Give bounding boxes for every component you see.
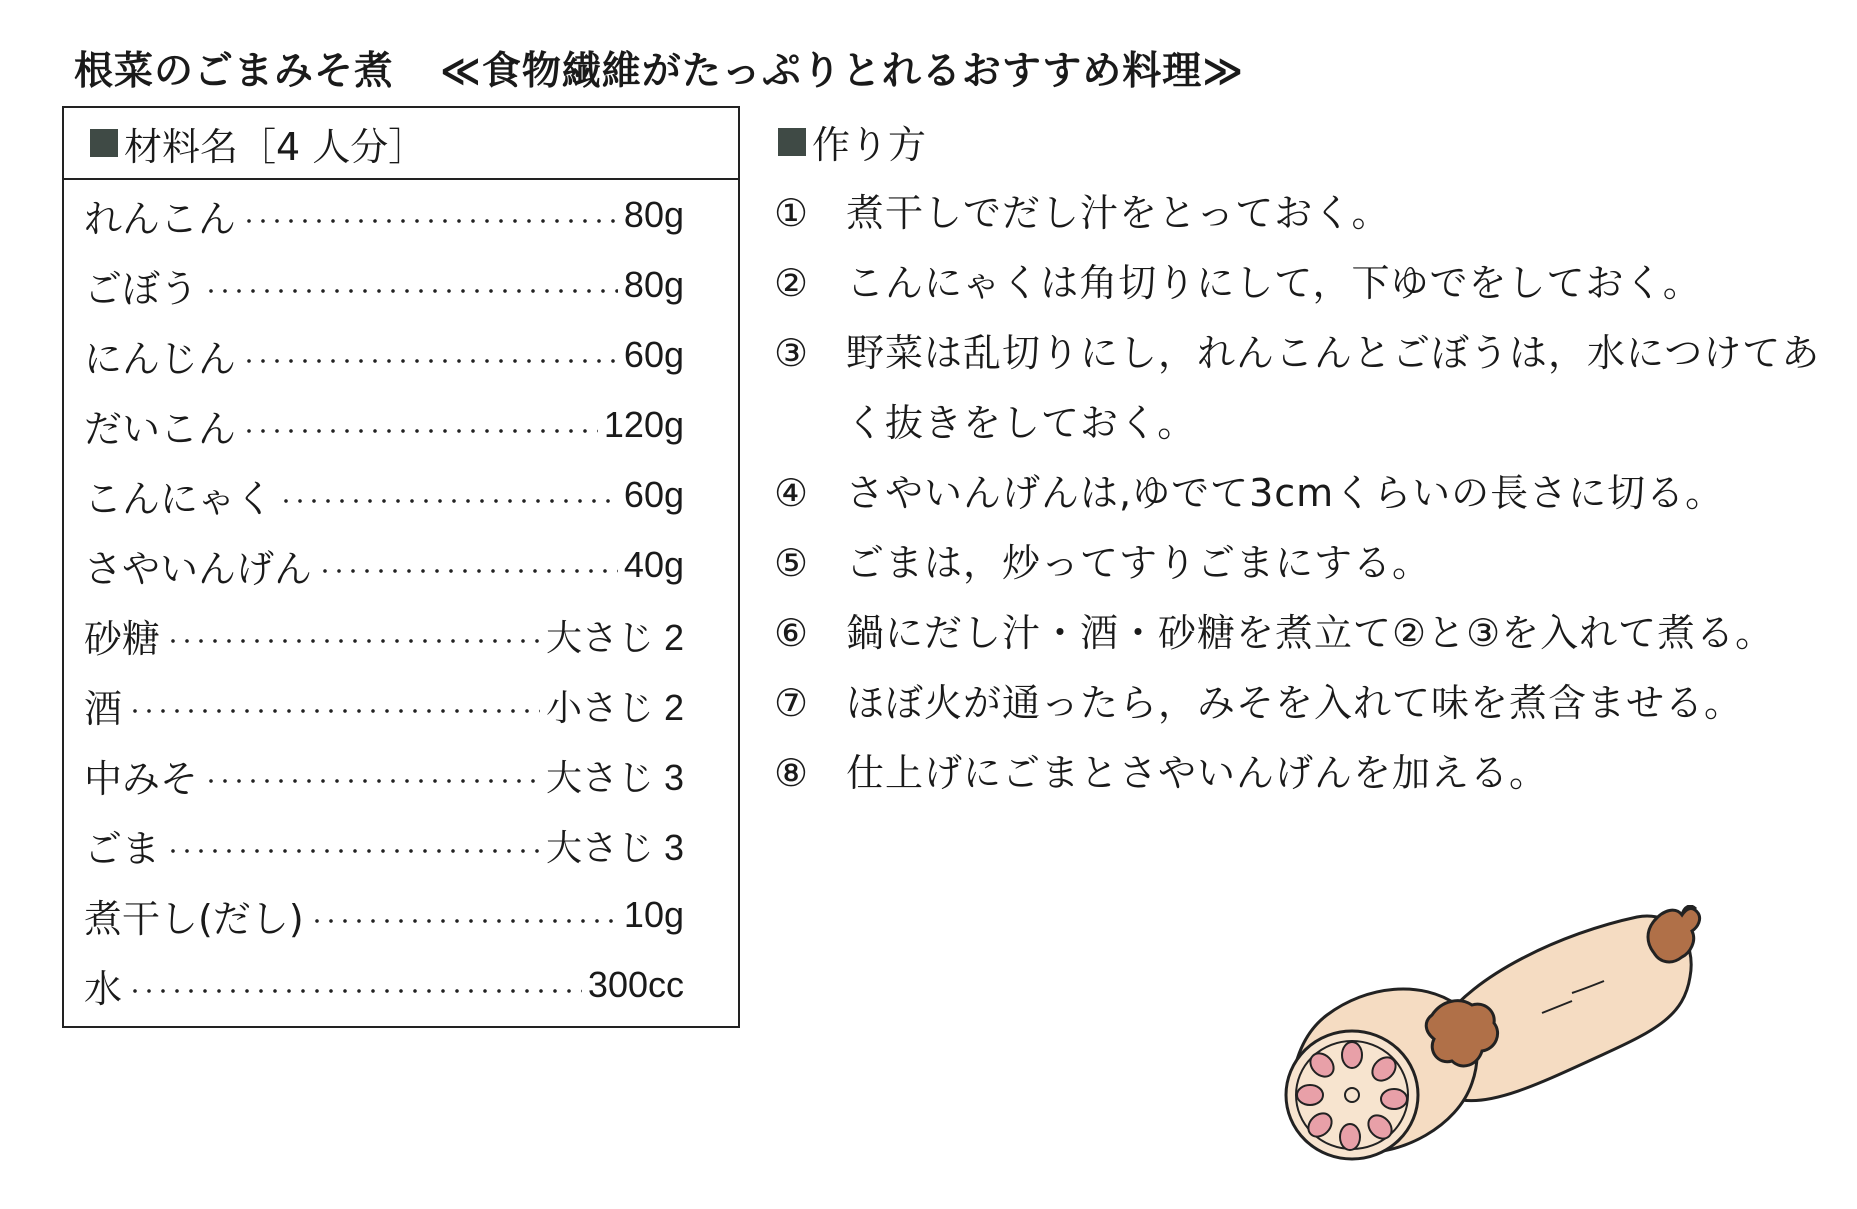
ingredient-row — [84, 390, 684, 460]
ingredient-amount: 大さじ 2 — [545, 616, 684, 658]
dot-leader — [128, 989, 582, 993]
dot-leader — [318, 569, 618, 573]
ingredient-row — [84, 740, 684, 810]
dot-leader — [242, 429, 598, 433]
ingredient-name: 中みそ — [84, 756, 199, 801]
step-text: ほぼ火が通ったら，みそを入れて味を煮含ませる。 — [846, 681, 1744, 725]
ingredient-amount: 300cc — [587, 964, 684, 1005]
ingredient-amount: 10g — [623, 894, 684, 935]
recipe-title-main: 根菜のごまみそ煮 — [74, 49, 395, 94]
square-bullet-icon — [90, 129, 118, 157]
ingredient-amount: 80g — [623, 194, 684, 235]
ingredient-name: 水 — [84, 966, 123, 1011]
step-text: 仕上げにごまとさやいんげんを加える。 — [846, 751, 1549, 795]
recipe-title-subtitle: ≪食物繊維がたっぷりとれるおすすめ料理≫ — [440, 49, 1245, 94]
step-text: ごまは，炒ってすりごまにする。 — [846, 541, 1432, 585]
method-header — [778, 114, 926, 169]
ingredient-row — [84, 460, 684, 530]
ingredient-amount: 40g — [623, 544, 684, 585]
ingredient-row — [84, 880, 684, 950]
ingredient-row — [84, 600, 684, 670]
ingredient-row — [84, 320, 684, 390]
method-step — [774, 248, 1834, 318]
ingredient-row — [84, 530, 684, 600]
ingredient-name: こんにゃく — [84, 476, 274, 521]
ingredient-name: 砂糖 — [84, 616, 161, 661]
square-bullet-icon — [778, 128, 806, 156]
ingredient-amount: 60g — [623, 474, 684, 515]
lotus-root-illustration — [1272, 905, 1742, 1175]
ingredients-box — [62, 106, 740, 1028]
ingredient-name: 煮干し(だし) — [84, 896, 304, 941]
method-steps — [774, 178, 1834, 808]
dot-leader — [166, 639, 540, 643]
ingredient-row — [84, 180, 684, 250]
method-step — [774, 598, 1834, 668]
step-text: 煮干しでだし汁をとっておく。 — [846, 191, 1391, 235]
ingredient-name: ごぼう — [84, 266, 199, 311]
step-number: ② — [774, 261, 810, 305]
step-number: ⑤ — [774, 541, 810, 585]
ingredient-row — [84, 950, 684, 1020]
dot-leader — [128, 709, 540, 713]
method-step — [774, 178, 1834, 248]
step-text: 野菜は乱切りにし，れんこんとごぼうは，水につけてあく抜きをしておく。 — [846, 331, 1821, 445]
ingredients-heading: 材料名［4 人分］ — [124, 124, 427, 169]
ingredient-row — [84, 250, 684, 320]
ingredient-name: 酒 — [84, 686, 123, 731]
ingredient-amount: 60g — [623, 334, 684, 375]
method-step — [774, 738, 1834, 808]
ingredients-list — [64, 180, 738, 1020]
ingredient-name: だいこん — [84, 406, 237, 451]
dot-leader — [204, 779, 540, 783]
step-number: ⑦ — [774, 681, 810, 725]
step-number: ① — [774, 191, 810, 235]
ingredient-amount: 80g — [623, 264, 684, 305]
step-number: ⑧ — [774, 751, 810, 795]
step-number: ③ — [774, 331, 810, 375]
step-text: さやいんげんは,ゆでて3cmくらいの長さに切る。 — [846, 471, 1725, 515]
dot-leader — [279, 499, 618, 503]
step-number: ⑥ — [774, 611, 810, 655]
ingredient-amount: 小さじ 2 — [545, 686, 684, 728]
ingredient-name: にんじん — [84, 336, 237, 381]
ingredient-row — [84, 670, 684, 740]
method-step — [774, 458, 1834, 528]
dot-leader — [242, 359, 618, 363]
ingredient-name: ごま — [84, 826, 161, 871]
ingredients-header — [64, 108, 738, 180]
step-text: 鍋にだし汁・酒・砂糖を煮立て②と③を入れて煮る。 — [846, 611, 1775, 655]
dot-leader — [242, 219, 618, 223]
method-step — [774, 528, 1834, 598]
step-text: こんにゃくは角切りにして，下ゆでをしておく。 — [846, 261, 1702, 305]
ingredient-amount: 120g — [603, 404, 684, 445]
dot-leader — [166, 849, 540, 853]
dot-leader — [204, 289, 618, 293]
ingredient-name: さやいんげん — [84, 546, 313, 591]
ingredient-name: れんこん — [84, 196, 237, 241]
method-heading: 作り方 — [812, 123, 927, 167]
dot-leader — [310, 919, 618, 923]
method-step — [774, 318, 1834, 458]
ingredient-amount: 大さじ 3 — [545, 826, 684, 868]
step-number: ④ — [774, 471, 810, 515]
method-step — [774, 668, 1834, 738]
recipe-title — [74, 40, 1244, 96]
ingredient-row — [84, 810, 684, 880]
ingredient-amount: 大さじ 3 — [545, 756, 684, 798]
